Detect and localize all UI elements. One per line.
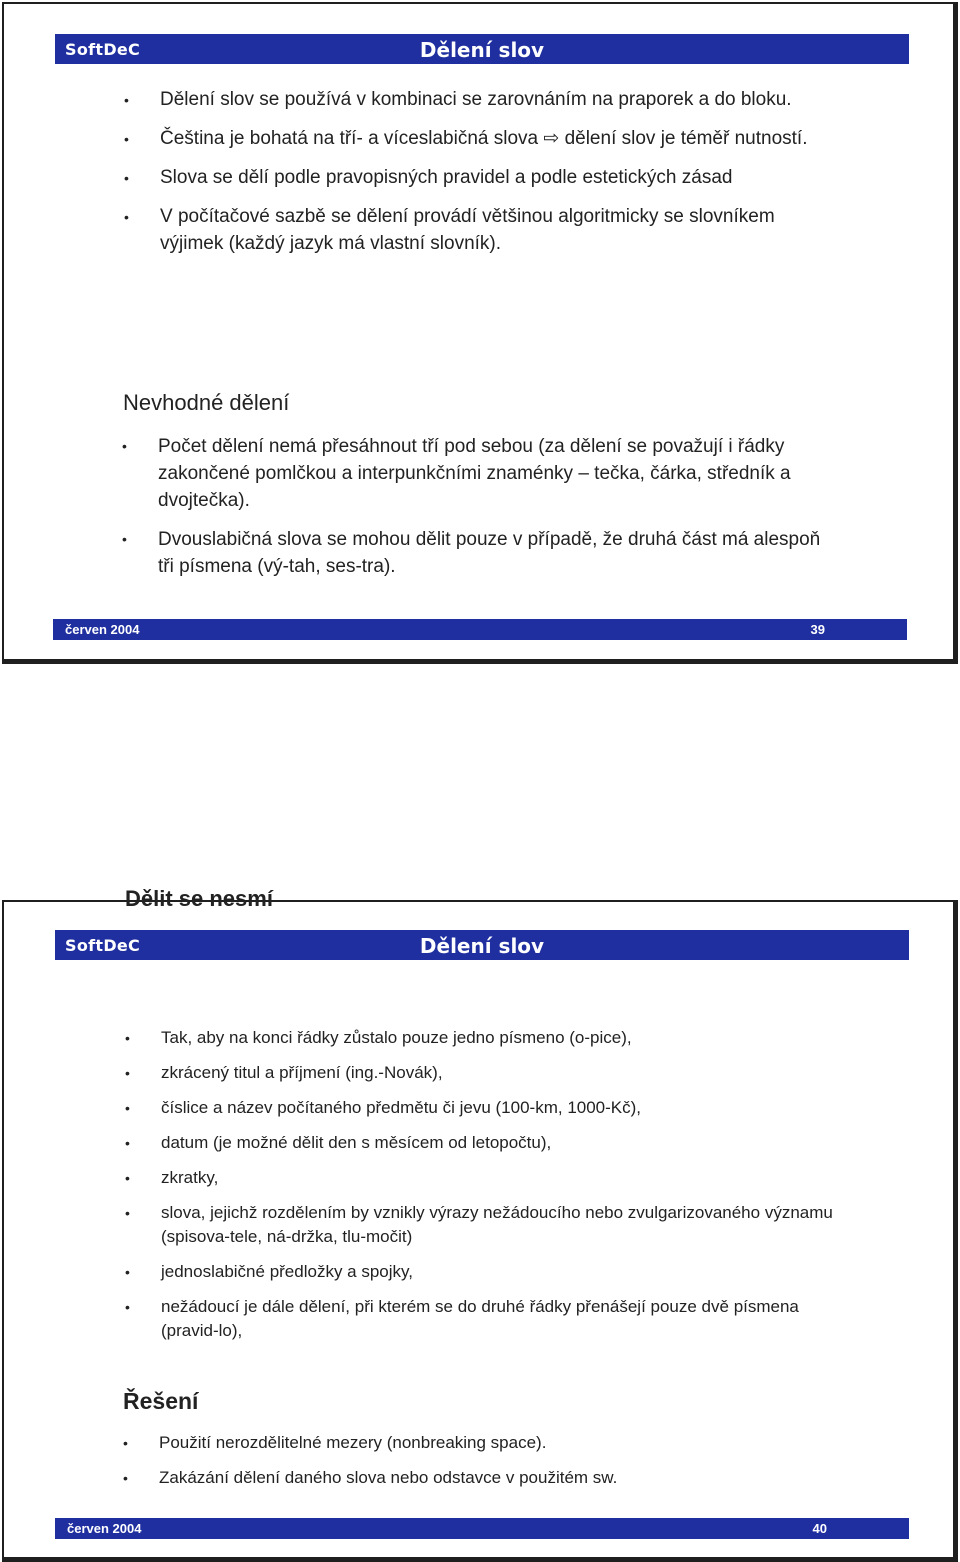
- slide-header: [55, 930, 909, 960]
- slide-header: [55, 34, 909, 64]
- bullet-icon: •: [125, 1205, 130, 1221]
- page-number: 40: [812, 1521, 827, 1536]
- list-item: • Tak, aby na konci řádky zůstalo pouze jedno písmeno (o-pice),: [161, 1026, 851, 1050]
- list-item: • zkratky,: [161, 1166, 851, 1190]
- list-item: • Počet dělení nemá přesáhnout tří pod sebou (za dělení se považují i řádky zakončené pomlčkou a interpunkčními znaménky – tečka, čárka, středník a dvojtečka).: [158, 433, 828, 514]
- list-item: • slova, jejichž rozdělením by vznikly výrazy nežádoucího nebo zvulgarizovaného významu (spisova-tele, ná-držka, tlu-močit): [125, 1203, 833, 1246]
- bullet-icon: •: [124, 92, 129, 108]
- bullet-icon: •: [123, 1470, 128, 1486]
- list-item: • Použití nerozdělitelné mezery (nonbreaking space).: [159, 1431, 849, 1455]
- slide-footer: [55, 1518, 909, 1539]
- bullet-icon: •: [125, 1170, 130, 1186]
- section-heading-delit-se-nesmi: Dělit se nesmí: [125, 886, 273, 911]
- list-item: • Zakázání dělení daného slova nebo odstavce v použitém sw.: [159, 1466, 849, 1490]
- bullet-icon: •: [123, 1435, 128, 1451]
- list-item: • číslice a název počítaného předmětu či jevu (100-km, 1000-Kč),: [161, 1096, 851, 1120]
- bullet-icon: •: [125, 1135, 130, 1151]
- page-number: 39: [810, 622, 825, 637]
- list-item: • Dělení slov se používá v kombinaci se zarovnáním na praporek a do bloku.: [160, 86, 820, 113]
- bullet-icon: •: [125, 1299, 130, 1315]
- softdec-logo: SoftDeC: [65, 40, 141, 59]
- list-item: • Slova se dělí podle pravopisných pravidel a podle estetických zásad: [160, 164, 820, 191]
- bullet-icon: •: [122, 438, 127, 454]
- section-heading-nevhodne-deleni: Nevhodné dělení: [123, 390, 290, 415]
- nesmi-bullet-list: [125, 1026, 851, 1354]
- bullet-icon: •: [122, 531, 127, 547]
- list-item: • Čeština je bohatá na tří- a víceslabičná slova ⇨ dělení slov je téměř nutností.: [160, 125, 820, 152]
- list-item: • zkrácený titul a příjmení (ing.-Novák),: [161, 1061, 851, 1085]
- softdec-logo: SoftDeC: [65, 936, 141, 955]
- slide-title: Dělení slov: [419, 934, 545, 958]
- list-item: • jednoslabičné předložky a spojky,: [161, 1260, 851, 1284]
- bullet-icon: •: [124, 131, 129, 147]
- list-item: • datum (je možné dělit den s měsícem od letopočtu),: [161, 1131, 851, 1155]
- list-item: • V počítačové sazbě se dělení provádí většinou algoritmicky se slovníkem výjimek (každý jazyk má vlastní slovník).: [124, 206, 775, 254]
- bullet-icon: •: [124, 209, 129, 225]
- bullet-icon: •: [125, 1030, 130, 1046]
- nevhodne-bullet-list: [122, 433, 828, 592]
- slide-title: Dělení slov: [419, 38, 545, 62]
- section-heading-reseni: Řešení: [123, 1388, 199, 1414]
- bullet-icon: •: [125, 1100, 130, 1116]
- intro-bullet-list: [124, 86, 820, 269]
- footer-date: červen 2004: [67, 1521, 142, 1536]
- reseni-bullet-list: [123, 1431, 849, 1501]
- list-item: • nežádoucí je dále dělení, při kterém se do druhé řádky přenášejí pouze dvě písmena (pravid-lo),: [125, 1297, 799, 1340]
- bullet-icon: •: [125, 1264, 130, 1280]
- bullet-icon: •: [124, 170, 129, 186]
- list-item: • Dvouslabičná slova se mohou dělit pouze v případě, že druhá část má alespoň tři písmena (vý-tah, ses-tra).: [158, 526, 828, 580]
- bullet-icon: •: [125, 1065, 130, 1081]
- footer-date: červen 2004: [65, 622, 140, 637]
